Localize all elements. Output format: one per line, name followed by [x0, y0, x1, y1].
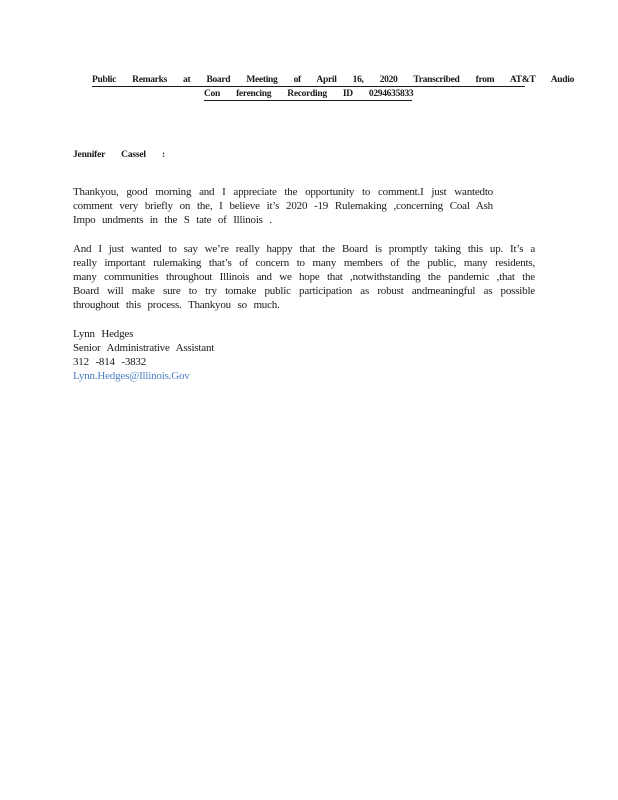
header-title-line1: Public Remarks at Board Meeting of April 16, 2020 Transcribed from AT&T Audio [92, 75, 575, 85]
signature-title: Senior Administrative Assistant [73, 342, 215, 354]
signature-name: Lynn Hedges [73, 328, 134, 340]
signature-phone: 312 -814 -3832 [73, 356, 147, 368]
document-header [92, 74, 575, 99]
speaker-name: Jennifer Cassel : [73, 150, 165, 160]
remark-paragraph: And I just wanted to say we’re really happy that the Board is promptly taking this up. It’s a really important rulemaking that’s of concern to many members of the public, many residents, many communities throughout Illinois and we hope that ,notwithstanding the pandemic ,that the Board will make sure to try tomake public participation as robust andmeaningful as possible throughout this process. Thankyou so much. [73, 243, 535, 311]
remark-paragraph: Thankyou, good morning and I appreciate the opportunity to comment.I just wantedto comment very briefly on the, I believe it’s 2020 -19 Rulemaking ,concerning Coal Ash Impo undments in the S tate of Illinois . [73, 186, 493, 226]
signature-email-link[interactable]: Lynn.Hedges@Illinois.Gov [73, 370, 190, 382]
signature-block [73, 327, 214, 383]
header-title-line2: Con ferencing Recording ID 0294635833 [204, 89, 414, 99]
